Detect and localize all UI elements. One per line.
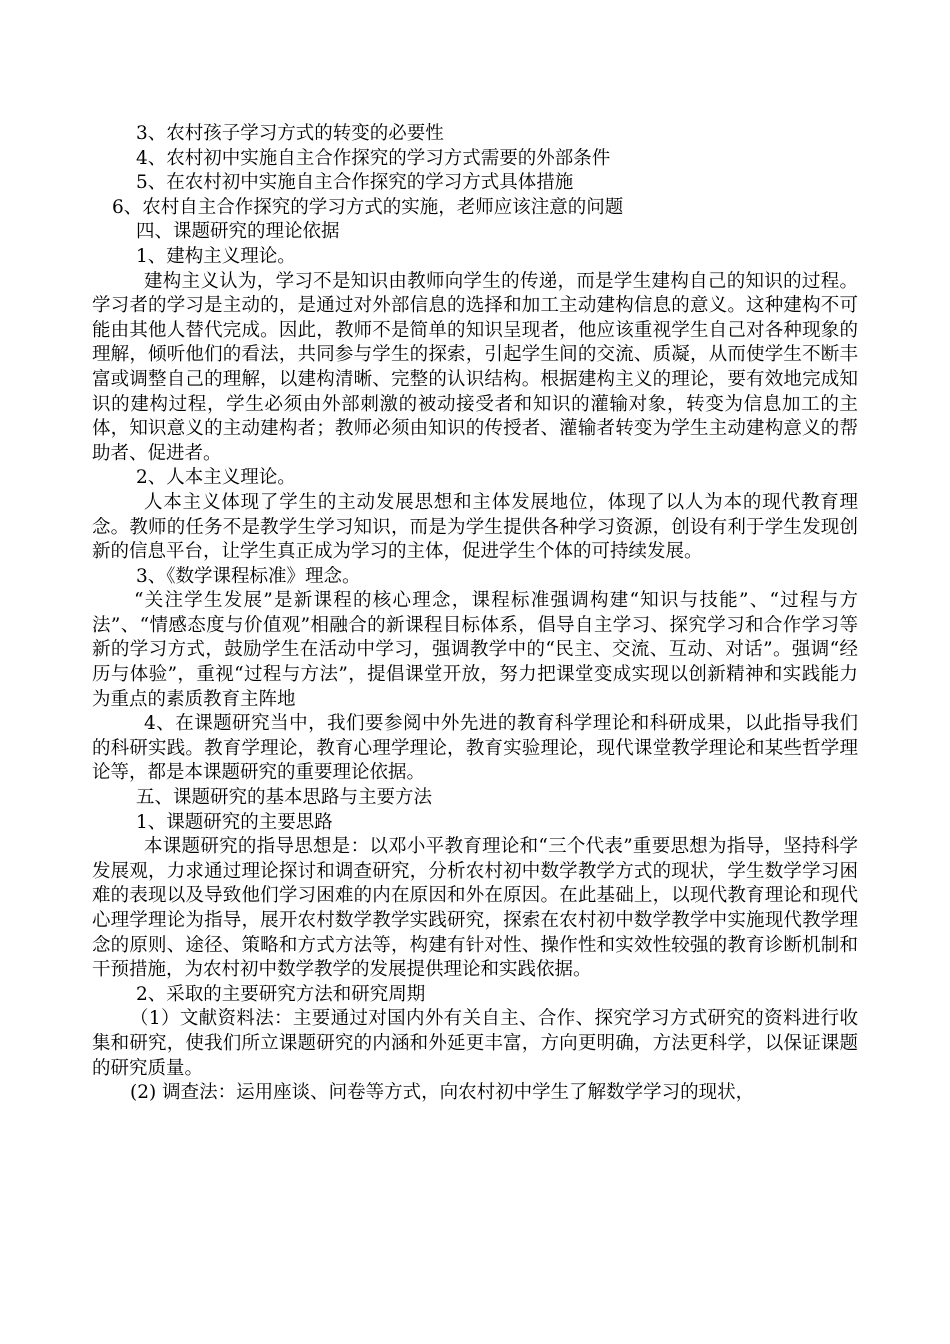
list-item-3: 3、农村孩子学习方式的转变的必要性 [136, 123, 444, 144]
paragraph-main-ideas: 本课题研究的指导思想是：以邓小平教育理论和“三个代表”重要思想为指导，坚持科学发展观，力求通过理论探讨和调查研究，分析农村初中数学教学方式的现状，学生数学学习困难的表现以及导致他们学习困难的内在原因和外在原因。在此基础上，以现代教育理论和现代心理学理论为指导，展开农村数学教学实践研究，探索在农村初中数学教学中实施现代教学理念的原则、途径、策略和方式方法等，构建有针对性、操作性和实效性较强的教育诊断机制和干预措施，为农村初中数学教学的发展提供理论和实践依据。 [92, 836, 858, 981]
section-heading-5: 五、课题研究的基本思路与主要方法 [136, 787, 433, 809]
subheading-methods: 2、采取的主要研究方法和研究周期 [136, 983, 426, 1005]
paragraph-humanism: 人本主义体现了学生的主动发展思想和主体发展地位，体现了以人为本的现代教育理念。教师的任务不是教学生学习知识，而是为学生提供各种学习资源，创设有利于学生发现创新的信息平台，让学生真正成为学习的主体，促进学生个体的可持续发展。 [92, 491, 858, 563]
paragraph-curriculum-standard: “关注学生发展”是新课程的核心理念，课程标准强调构建“知识与技能”、“过程与方法”、“情感态度与价值观”相融合的新课程目标体系，倡导自主学习、探究学习和合作学习等新的学习方式，鼓励学生在活动中学习，强调教学中的“民主、交流、互动、对话”。强调“经历与体验”，重视“过程与方法”，提倡课堂开放，努力把课堂变成实现以创新精神和实践能力为重点的素质教育主阵地 [92, 590, 858, 710]
subheading-main-ideas: 1、课题研究的主要思路 [136, 811, 333, 833]
list-item-6: 6、农村自主合作探究的学习方式的实施，老师应该注意的问题 [112, 196, 624, 218]
section-heading-4: 四、课题研究的理论依据 [136, 221, 340, 243]
paragraph-literature-method: （1）文献资料法：主要通过对国内外有关自主、合作、探究学习方式研究的资料进行收集和研究，使我们所立课题研究的内涵和外延更丰富，方向更明确，方法更科学，以保证课题的研究质量。 [92, 1008, 858, 1079]
paragraph-theory-reference: 4、在课题研究当中，我们要参阅中外先进的教育科学理论和科研成果，以此指导我们的科研实践。教育学理论，教育心理学理论，教育实验理论，现代课堂教学理论和某些哲学理论等，都是本课题研究的重要理论依据。 [92, 713, 858, 784]
subheading-curriculum-standard: 3、《数学课程标准》理念。 [136, 565, 361, 587]
subheading-constructivism: 1、建构主义理论。 [136, 245, 296, 267]
subheading-humanism: 2、人本主义理论。 [136, 467, 296, 489]
paragraph-survey-method: (2) 调查法：运用座谈、问卷等方式，向农村初中学生了解数学学习的现状， [130, 1082, 755, 1104]
list-item-5: 5、在农村初中实施自主合作探究的学习方式具体措施 [136, 172, 574, 194]
list-item-4: 4、农村初中实施自主合作探究的学习方式需要的外部条件 [136, 147, 611, 169]
paragraph-constructivism: 建构主义认为，学习不是知识由教师向学生的传递，而是学生建构自己的知识的过程。学习者的学习是主动的，是通过对外部信息的选择和加工主动建构信息的意义。这种建构不可能由其他人替代完成。因此，教师不是简单的知识呈现者，他应该重视学生自己对各种现象的理解，倾听他们的看法，共同参与学生的探索，引起学生间的交流、质凝，从而使学生不断丰富或调整自己的理解，以建构清晰、完整的认识结构。根据建构主义的理论，要有效地完成知识的建构过程，学生必须由外部刺激的被动接受者和知识的灌输对象，转变为信息加工的主体，知识意义的主动建构者；教师必须由知识的传授者、灌输者转变为学生主动建构意义的帮助者、促进者。 [92, 270, 858, 464]
